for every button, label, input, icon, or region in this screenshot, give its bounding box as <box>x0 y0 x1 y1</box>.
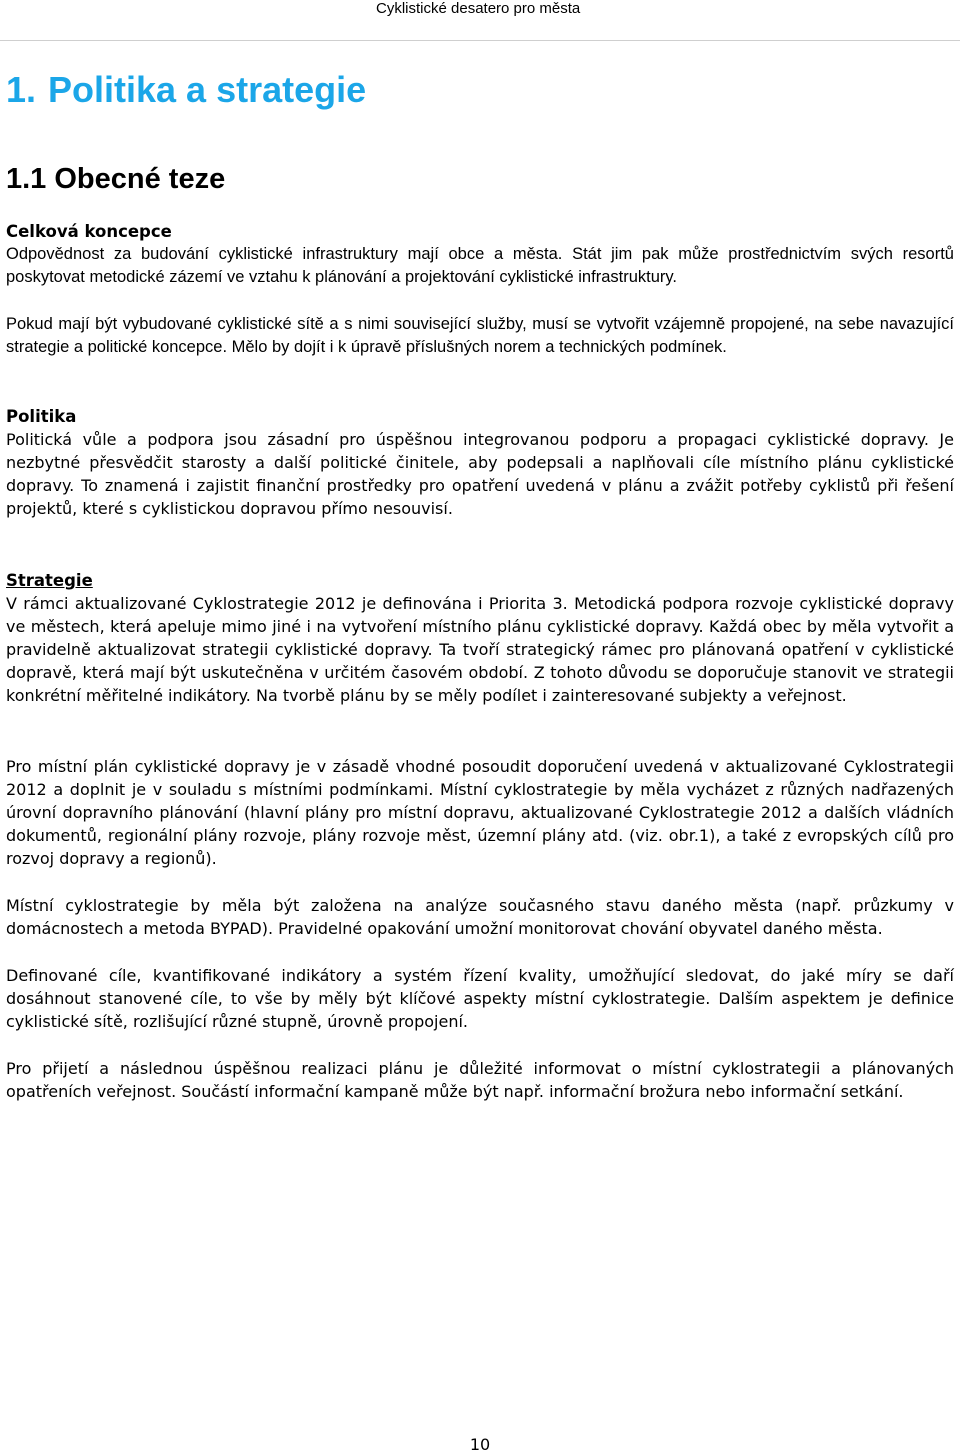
running-title: Cyklistické desatero pro města <box>376 0 581 17</box>
politika-block <box>6 405 954 520</box>
chapter-number: 1. <box>6 69 37 110</box>
chapter-heading <box>6 68 366 112</box>
strategie-paragraph-4: Definované cíle, kvantifikované indikátory a systém řízení kvality, umožňující sledovat, do jaké míry se daří dosáhnout stanovené cíle, to vše by měly být klíčové aspekty místní cyklostrategie. Dalším aspektem je definice cyklistické sítě, rozlišující různé stupně, úrovně propojení. <box>6 966 954 1031</box>
strategie-paragraph-1: V rámci aktualizované Cyklostrategie 2012 je definována i Priorita 3. Metodická podpora rozvoje cyklistické dopravy ve městech, která apeluje mimo jiné i na vytvoření místního plánu cyklistické dopravy. Každá obec by měla vytvořit a pravidelně aktualizovat strategii cyklistické dopravy. Ta tvoří strategický rámec pro plánovaná opatření v cyklistické dopravě, která mají být uskutečněna v určitém časovém období. Z tohoto důvodu se doporučuje stanovit ve strategii konkrétní měřitelné indikátory. Na tvorbě plánu by se měly podílet i zainteresované subjekty a veřejnost. <box>6 594 954 705</box>
strategie-paragraph-2-block <box>6 755 954 870</box>
strategie-paragraph-2: Pro místní plán cyklistické dopravy je v zásadě vhodné posoudit doporučení uvedená v aktualizované Cyklostrategii 2012 a doplnit je v souladu s místními podmínkami. Místní cyklostrategie by měla vycházet z různých nadřazených úrovní dopravního plánování (hlavní plány pro místní dopravu, aktualizované Cyklostrategie 2012 a dalších vládních dokumentů, regionální plány rozvoje, plány rozvoje měst, územní plány atd. (viz. obr.1), a také z evropských cílů pro rozvoj dopravy a regionů). <box>6 757 954 868</box>
strategie-paragraph-5-block <box>6 1057 954 1103</box>
header-divider <box>0 40 960 41</box>
politika-paragraph: Politická vůle a podpora jsou zásadní pro úspěšnou integrovanou podporu a propagaci cyklistické dopravy. Je nezbytné přesvědčit starosty a další politické činitele, aby podepsali a naplňovali cíle místního plánu cyklistické dopravy. To znamená i zajistit finanční prostředky pro opatření uvedená v plánu a zvážit potřeby cyklistů při řešení projektů, které s cyklistickou dopravou přímo nesouvisí. <box>6 430 954 518</box>
page-number: 10 <box>469 1435 491 1454</box>
pokud-paragraph: Pokud mají být vybudované cyklistické sítě a s nimi související služby, musí se vytvořit vzájemně propojené, na sebe navazující strategie a politické koncepce. Mělo by dojít i k úpravě příslušných norem a technických podmínek. <box>6 315 954 356</box>
strategie-paragraph-5: Pro přijetí a následnou úspěšnou realizaci plánu je důležité informovat o místní cyklostrategii a plánovaných opatřeních veřejnost. Součástí informační kampaně může být např. informační brožura nebo informační setkání. <box>6 1059 954 1101</box>
strategie-paragraph-3: Místní cyklostrategie by měla být založena na analýze současného stavu daného města (např. průzkumy v domácnostech a metoda BYPAD). Pravidelné opakování umožní monitorovat chování obyvatel daného města. <box>6 896 954 938</box>
strategie-paragraph-3-block <box>6 894 954 940</box>
celkova-koncepce-paragraph: Odpovědnost za budování cyklistické infrastruktury mají obce a města. Stát jim pak může prostřednictvím svých resortů poskytovat metodické zázemí ve vztahu k plánování a projektování cyklistické infrastruktury. <box>6 245 954 286</box>
pokud-block <box>6 313 954 359</box>
celkova-koncepce-block <box>6 220 954 289</box>
chapter-title: Politika a strategie <box>48 69 367 110</box>
strategie-block <box>6 569 954 707</box>
strategie-paragraph-4-block <box>6 964 954 1033</box>
politika-heading: Politika <box>6 407 77 426</box>
strategie-heading: Strategie <box>6 571 93 590</box>
section-heading: 1.1 Obecné teze <box>6 163 226 195</box>
celkova-koncepce-heading: Celková koncepce <box>6 222 172 241</box>
